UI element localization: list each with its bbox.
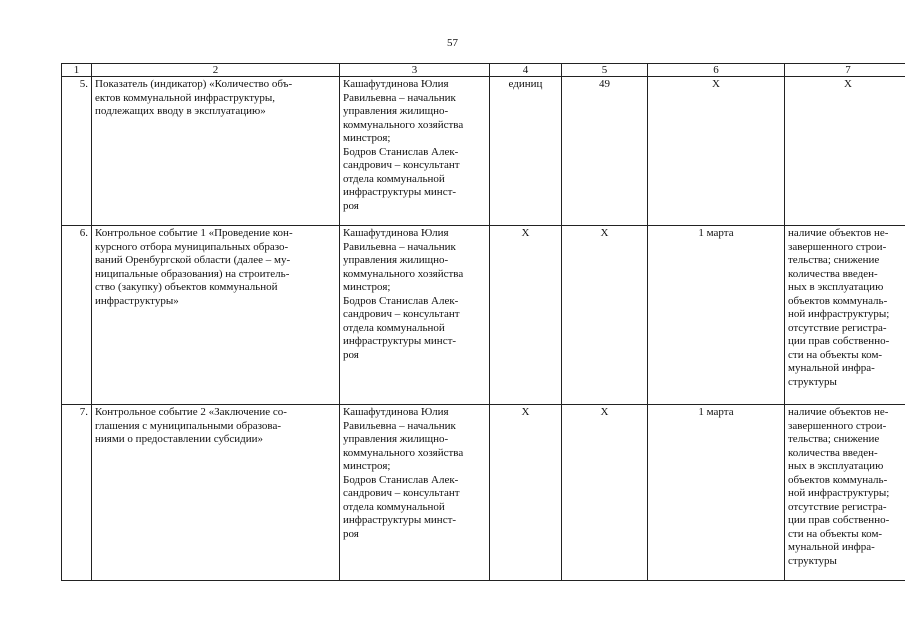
table-header-row — [62, 64, 905, 77]
indicator-name: Показатель (индикатор) «Количество объ- ектов коммунальной инфраструктуры, подлежащих вводу в эксплуатацию» — [92, 77, 340, 226]
column-header: 3 — [340, 64, 490, 77]
value-cell: 49 — [562, 77, 648, 226]
risk-cell: наличие объектов не- завершенного строи- тельства; снижение количества введен- ных в эксплуатацию объектов коммуналь- ной инфраструктуры; отсутствие регистра- ции прав собственно- сти на объекты ком- мунальной инфра- структуры — [785, 226, 905, 405]
unit-cell: единиц — [490, 77, 562, 226]
unit-cell: X — [490, 226, 562, 405]
date-cell: 1 марта — [648, 405, 785, 581]
column-header: 1 — [62, 64, 92, 77]
table-row — [62, 405, 905, 581]
column-header: 7 — [785, 64, 905, 77]
column-header: 4 — [490, 64, 562, 77]
table-row — [62, 226, 905, 405]
date-cell: 1 марта — [648, 226, 785, 405]
unit-cell: X — [490, 405, 562, 581]
document-table — [61, 63, 905, 581]
responsible-persons: Кашафутдинова Юлия Равильевна – начальник управления жилищно- коммунального хозяйства минстроя; Бодров Станислав Алек- сандрович – консультант отдела коммунальной инфраструктуры минст- роя — [340, 226, 490, 405]
value-cell: X — [562, 226, 648, 405]
column-header: 6 — [648, 64, 785, 77]
date-cell: X — [648, 77, 785, 226]
indicator-name: Контрольное событие 1 «Проведение кон- курсного отбора муниципальных образо- ваний Оренбургской области (далее – му- ниципальные образования) на строитель- ство (закупку) объектов коммунальной инфраструктуры» — [92, 226, 340, 405]
row-number: 5. — [62, 77, 92, 226]
page-number: 57 — [447, 37, 458, 49]
indicator-name: Контрольное событие 2 «Заключение со- глашения с муниципальными образова- ниями о предоставлении субсидии» — [92, 405, 340, 581]
risk-cell: наличие объектов не- завершенного строи- тельства; снижение количества введен- ных в эксплуатацию объектов коммуналь- ной инфраструктуры; отсутствие регистра- ции прав собственно- сти на объекты ком- мунальной инфра- структуры — [785, 405, 905, 581]
risk-cell: X — [785, 77, 905, 226]
row-number: 7. — [62, 405, 92, 581]
column-header: 2 — [92, 64, 340, 77]
responsible-persons: Кашафутдинова Юлия Равильевна – начальник управления жилищно- коммунального хозяйства минстроя; Бодров Станислав Алек- сандрович – консультант отдела коммунальной инфраструктуры минст- роя — [340, 77, 490, 226]
table-row — [62, 77, 905, 226]
column-header: 5 — [562, 64, 648, 77]
value-cell: X — [562, 405, 648, 581]
responsible-persons: Кашафутдинова Юлия Равильевна – начальник управления жилищно- коммунального хозяйства минстроя; Бодров Станислав Алек- сандрович – консультант отдела коммунальной инфраструктуры минст- роя — [340, 405, 490, 581]
row-number: 6. — [62, 226, 92, 405]
